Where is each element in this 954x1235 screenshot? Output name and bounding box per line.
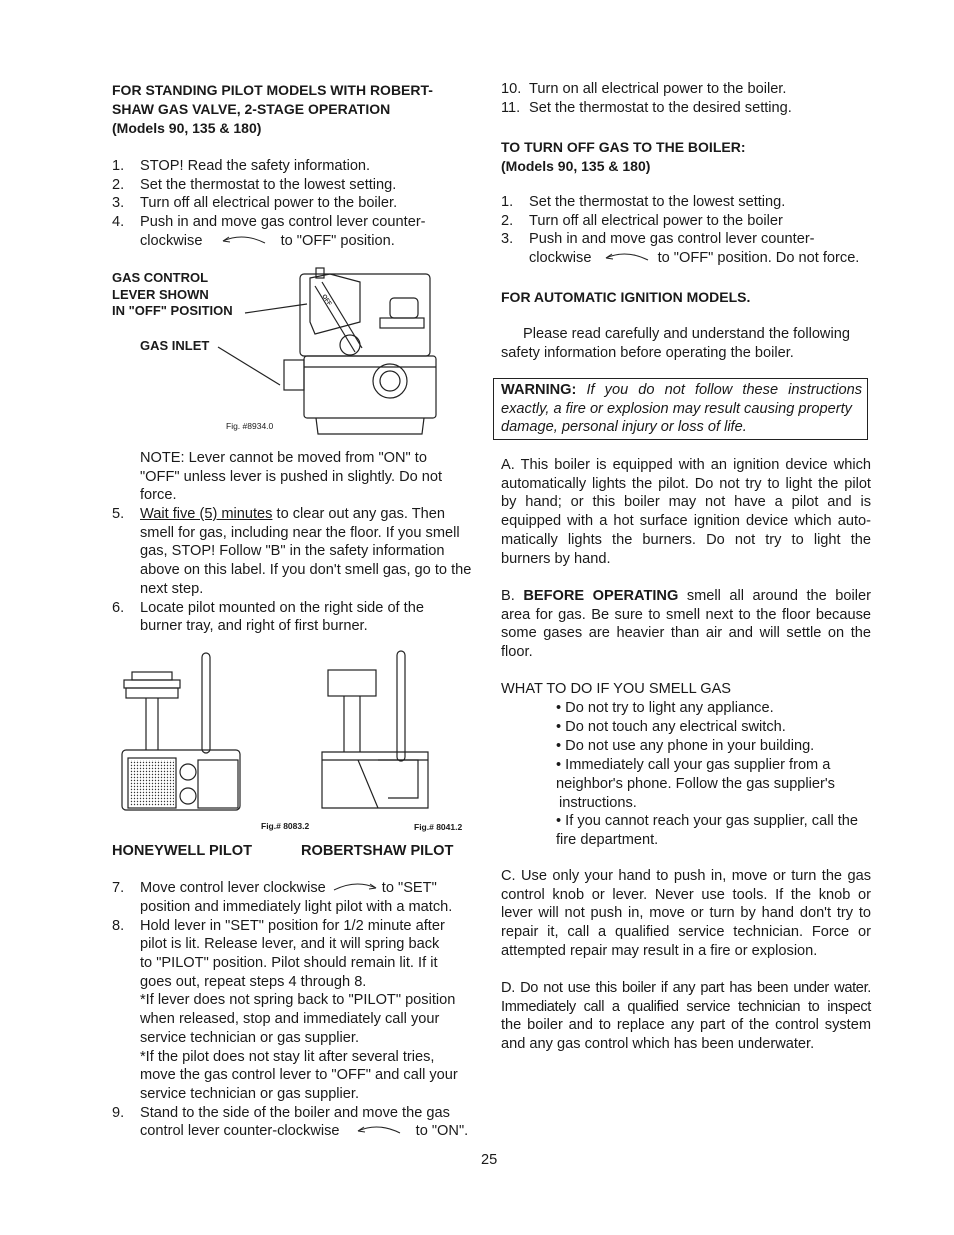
list-item-continuation: next step. <box>140 580 204 597</box>
list-item-continuation: above on this label. If you don't smell gas, go to the <box>140 562 472 579</box>
list-item: 6. Locate pilot mounted on the right side of the <box>112 599 424 616</box>
lighting-steps-10-11 <box>501 80 881 117</box>
list-item-continuation: service technician or gas supplier. <box>140 1029 360 1046</box>
robertshaw-pilot-illustration <box>318 648 433 814</box>
list-item: 4. Push in and move gas control lever counter- <box>112 214 426 231</box>
lighting-steps-7-9 <box>112 879 492 1141</box>
list-item: 11. Set the thermostat to the desired setting. <box>501 99 792 116</box>
section-heading-standing-pilot <box>112 81 482 138</box>
heading-line: (Models 90, 135 & 180) <box>112 120 262 136</box>
paragraph-a: A. This boiler is equipped with an ignition device which automatically lights the pilot. Do not try to light the pilot by hand; or this boiler may not have a pilot and is equipped with a hot surface ignition device which auto- matically lights the burners. Do not try to light the burners by hand. <box>501 457 871 567</box>
gas-inlet-label: GAS INLET <box>140 338 210 353</box>
counter-clockwise-arrow-icon <box>354 1122 402 1141</box>
list-item: • Immediately call your gas supplier from a <box>556 757 831 774</box>
turn-off-steps <box>501 193 881 268</box>
heading-line: SHAW GAS VALVE, 2-STAGE OPERATION <box>112 101 391 117</box>
figure-caption: Fig.# 8041.2 <box>414 822 463 832</box>
list-item-continuation: to "PILOT" position. Pilot should remain lit. If it <box>140 955 438 972</box>
list-item: • Do not touch any electrical switch. <box>556 718 786 735</box>
list-item: 3. Turn off all electrical power to the boiler. <box>112 195 398 212</box>
heading-line: FOR STANDING PILOT MODELS WITH ROBERT- <box>112 82 433 98</box>
paragraph-d: D. Do not use this boiler if any part has been under water. Immediately call a qualified service technician to inspect the boiler and to replace any part of the control system and any gas control which has been underwater. <box>501 980 871 1053</box>
list-item: • Do not use any phone in your building. <box>556 738 815 755</box>
list-item-continuation: *If lever does not spring back to "PILOT" position <box>140 992 456 1009</box>
list-item-continuation: instructions. <box>559 794 637 811</box>
list-item-continuation: move the gas control lever to "OFF" and call your <box>140 1067 458 1084</box>
list-item-continuation: pilot is lit. Release lever, and it will spring back <box>140 936 440 953</box>
robertshaw-pilot-label: ROBERTSHAW PILOT <box>301 843 454 859</box>
list-item: 10. Turn on all electrical power to the boiler. <box>501 81 787 97</box>
list-item-continuation: clockwise to "OFF" position. <box>140 233 395 250</box>
list-item-continuation: goes out, repeat steps 4 through 8. <box>140 973 367 990</box>
list-item-continuation: burner tray, and right of first burner. <box>140 618 368 635</box>
list-item-continuation: fire department. <box>556 831 659 848</box>
list-item-continuation: *If the pilot does not stay lit after several tries, <box>140 1048 435 1065</box>
page-number: 25 <box>481 1152 498 1168</box>
warning-box: WARNING: If you do not follow these instructions exactly, a fire or explosion may result causing property damage, personal injury or loss of life. <box>493 378 868 440</box>
list-item: 2. Turn off all electrical power to the boiler <box>501 212 783 229</box>
lighting-steps-5-6 <box>112 505 492 636</box>
list-item: 7. Move control lever clockwise to "SET" <box>112 880 437 897</box>
smell-gas-bullets <box>556 699 876 850</box>
list-item: 2. Set the thermostat to the lowest setting. <box>112 176 397 193</box>
list-item-continuation: control lever counter-clockwise to "ON". <box>140 1123 469 1140</box>
list-item-continuation: gas, STOP! Follow "B" in the safety information <box>140 543 445 560</box>
safety-intro: Please read carefully and understand the following safety information before operating the boiler. <box>501 326 850 361</box>
list-item: 9. Stand to the side of the boiler and move the gas <box>112 1104 450 1121</box>
list-item-continuation: neighbor's phone. Follow the gas supplier's <box>556 775 835 792</box>
list-item: 1. Set the thermostat to the lowest setting. <box>501 194 786 210</box>
warning-label: WARNING: <box>501 382 577 398</box>
list-item: 1. STOP! Read the safety information. <box>112 158 371 174</box>
paragraph-b: B. BEFORE OPERATING smell all around the boiler area for gas. Be sure to smell next to the floor because some gases are heavier than air and will settle on the floor. <box>501 588 872 661</box>
lighting-steps-1-4 <box>112 157 492 251</box>
list-item-continuation: position and immediately light pilot with a match. <box>140 898 453 915</box>
list-item-continuation: smell for gas, including near the floor. If you smell <box>140 524 460 541</box>
counter-clockwise-arrow-icon <box>602 249 650 268</box>
list-item: • Do not try to light any appliance. <box>556 700 774 716</box>
list-item: • If you cannot reach your gas supplier, call the <box>556 813 859 830</box>
valve-off-marking: OFF <box>320 293 333 307</box>
list-item: 8. Hold lever in "SET" position for 1/2 minute after <box>112 917 445 934</box>
list-item: 5. Wait five (5) minutes to clear out any gas. Then <box>112 506 445 522</box>
gas-valve-illustration <box>210 262 450 440</box>
list-item: 3. Push in and move gas control lever counter- <box>501 231 815 248</box>
counter-clockwise-arrow-icon <box>219 232 267 251</box>
lever-note: NOTE: Lever cannot be moved from "ON" to "OFF" unless lever is pushed in slightly. Do not force. <box>140 450 443 504</box>
list-item-continuation: when released, stop and immediately call your <box>140 1011 440 1028</box>
figure-caption: Fig.# 8083.2 <box>261 821 310 831</box>
list-item-continuation: clockwise to "OFF" position. Do not force. <box>529 250 860 267</box>
honeywell-pilot-illustration <box>118 650 243 814</box>
gas-control-lever-label: GAS CONTROL LEVER SHOWN IN "OFF" POSITION <box>112 270 233 318</box>
clockwise-arrow-icon <box>332 879 380 898</box>
paragraph-c: C. Use only your hand to push in, move or turn the gas control knob or lever. Never use tools. If the knob or lever will not push in, move or turn by hand don't try to repair it, call a qualified service technician. Force or attempted repair may result in a fire or explosion. <box>501 868 871 959</box>
list-item-continuation: service technician or gas supplier. <box>140 1085 360 1102</box>
smell-gas-heading: WHAT TO DO IF YOU SMELL GAS <box>501 681 732 697</box>
figure-caption: Fig. #8934.0 <box>226 421 274 431</box>
section-heading-automatic-ignition: FOR AUTOMATIC IGNITION MODELS. <box>501 289 751 305</box>
honeywell-pilot-label: HONEYWELL PILOT <box>112 843 252 859</box>
section-heading-turn-off: TO TURN OFF GAS TO THE BOILER: (Models 90, 135 & 180) <box>501 139 746 174</box>
